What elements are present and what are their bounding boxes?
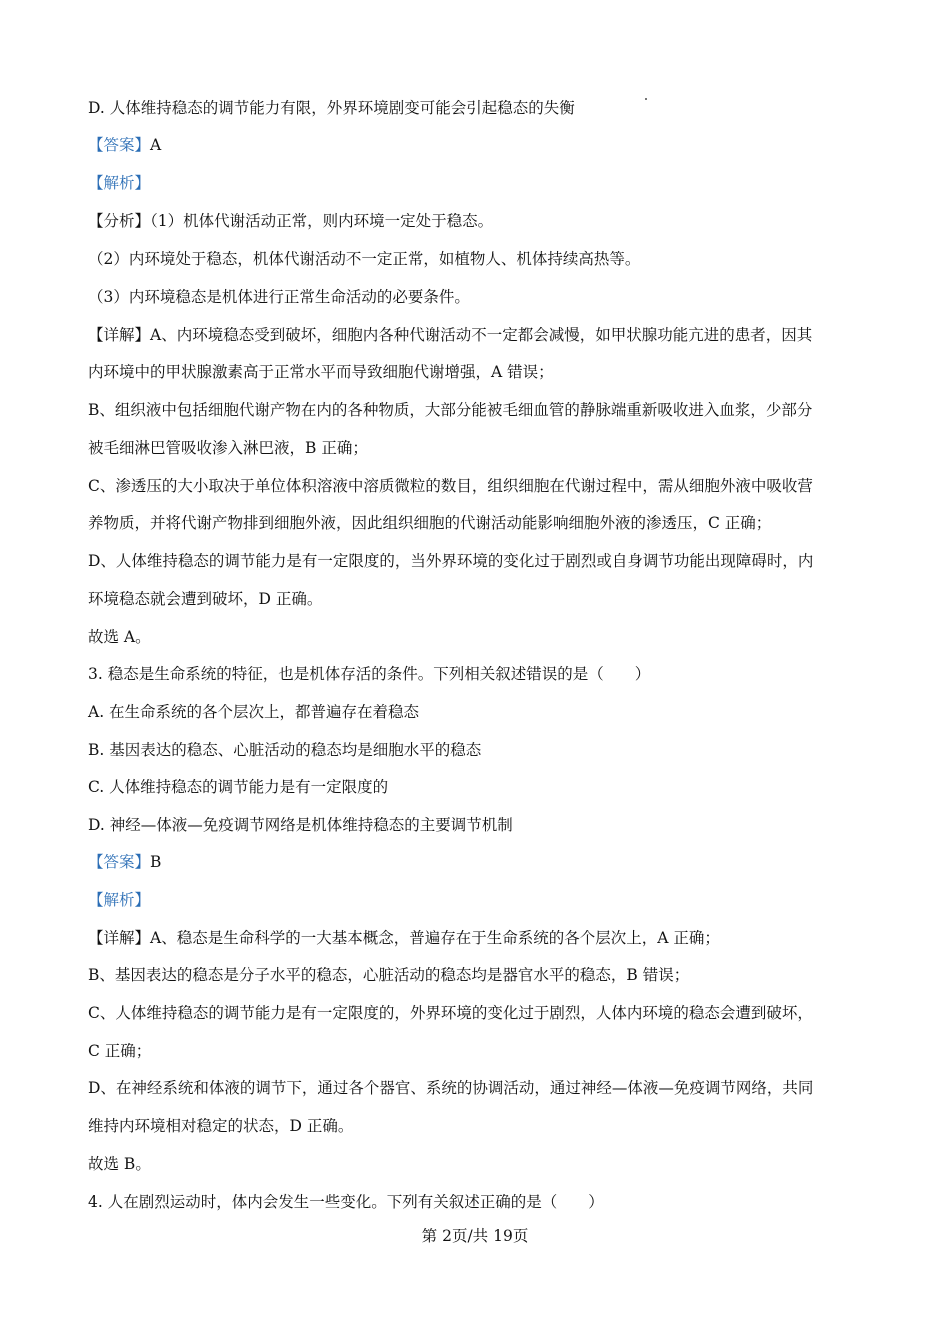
question-3-option-c: C. 人体维持稳态的调节能力是有一定限度的 (88, 778, 389, 796)
option-d-prev-question: D. 人体维持稳态的调节能力有限，外界环境剧变可能会引起稳态的失衡 (88, 99, 575, 117)
analysis-label-2 (88, 890, 868, 910)
answer-label-2: 【答案】B (88, 853, 162, 871)
analysis-tag: 【解析】 (88, 174, 151, 192)
detail-paragraph: 被毛细淋巴管吸收渗入淋巴液，B 正确； (88, 439, 368, 457)
analysis-tag: 【解析】 (88, 891, 151, 909)
page-number-footer: 第 2页/共 19页 (421, 1227, 529, 1245)
question-4: 4. 人在剧烈运动时，体内会发生一些变化。下列有关叙述正确的是（ ） (88, 1193, 604, 1211)
detail-paragraph: D、在神经系统和体液的调节下，通过各个器官、系统的协调活动，通过神经—体液—免疫调节网络，共同 (88, 1079, 814, 1097)
question-3-option-d: D. 神经—体液—免疫调节网络是机体维持稳态的主要调节机制 (88, 816, 513, 834)
detail-paragraph: 维持内环境相对稳定的状态，D 正确。 (88, 1117, 354, 1135)
analysis-paragraph: （3）内环境稳态是机体进行正常生命活动的必要条件。 (88, 288, 470, 306)
analysis-label-1 (88, 173, 868, 193)
detail-paragraph: 【详解】A、内环境稳态受到破坏，细胞内各种代谢活动不一定都会减慢，如甲状腺功能亢进的患者，因其 (88, 326, 813, 344)
detail-paragraph: 【详解】A、稳态是生命科学的一大基本概念，普遍存在于生命系统的各个层次上，A 正确； (88, 929, 720, 947)
detail-paragraph: C、人体维持稳态的调节能力是有一定限度的，外界环境的变化过于剧烈，人体内环境的稳态会遭到破坏， (88, 1004, 813, 1022)
detail-paragraph: 环境稳态就会遭到破坏，D 正确。 (88, 590, 323, 608)
detail-paragraph: C 正确； (88, 1042, 152, 1060)
question-3-option-b: B. 基因表达的稳态、心脏活动的稳态均是细胞水平的稳态 (88, 741, 482, 759)
detail-paragraph: 养物质，并将代谢产物排到细胞外液，因此组织细胞的代谢活动能影响细胞外液的渗透压，C 正确； (88, 514, 772, 532)
answer-tag: 【答案】 (88, 853, 151, 871)
detail-paragraph: 内环境中的甲状腺激素高于正常水平而导致细胞代谢增强，A 错误； (88, 363, 554, 381)
detail-paragraph: C、渗透压的大小取决于单位体积溶液中溶质微粒的数目，组织细胞在代谢过程中，需从细胞外液中吸收营 (88, 477, 813, 495)
analysis-paragraph: 【分析】（1）机体代谢活动正常，则内环境一定处于稳态。 (88, 212, 494, 230)
question-3: 3. 稳态是生命系统的特征，也是机体存活的条件。下列相关叙述错误的是（ ） (88, 665, 651, 683)
detail-paragraph: B、基因表达的稳态是分子水平的稳态，心脏活动的稳态均是器官水平的稳态，B 错误； (88, 966, 690, 984)
question-3-option-a: A. 在生命系统的各个层次上，都普遍存在着稳态 (88, 703, 420, 721)
detail-paragraph: B、组织液中包括细胞代谢产物在内的各种物质，大部分能被毛细血管的静脉端重新吸收进入血浆，少部分 (88, 401, 813, 419)
detail-paragraph: D、人体维持稳态的调节能力是有一定限度的，当外界环境的变化过于剧烈或自身调节功能出现障碍时，内 (88, 552, 814, 570)
conclusion: 故选 B。 (88, 1155, 151, 1173)
answer-tag: 【答案】 (88, 136, 151, 154)
analysis-paragraph: （2）内环境处于稳态，机体代谢活动不一定正常，如植物人、机体持续高热等。 (88, 250, 641, 268)
conclusion: 故选 A。 (88, 628, 151, 646)
answer-label-1: 【答案】A (88, 136, 162, 154)
